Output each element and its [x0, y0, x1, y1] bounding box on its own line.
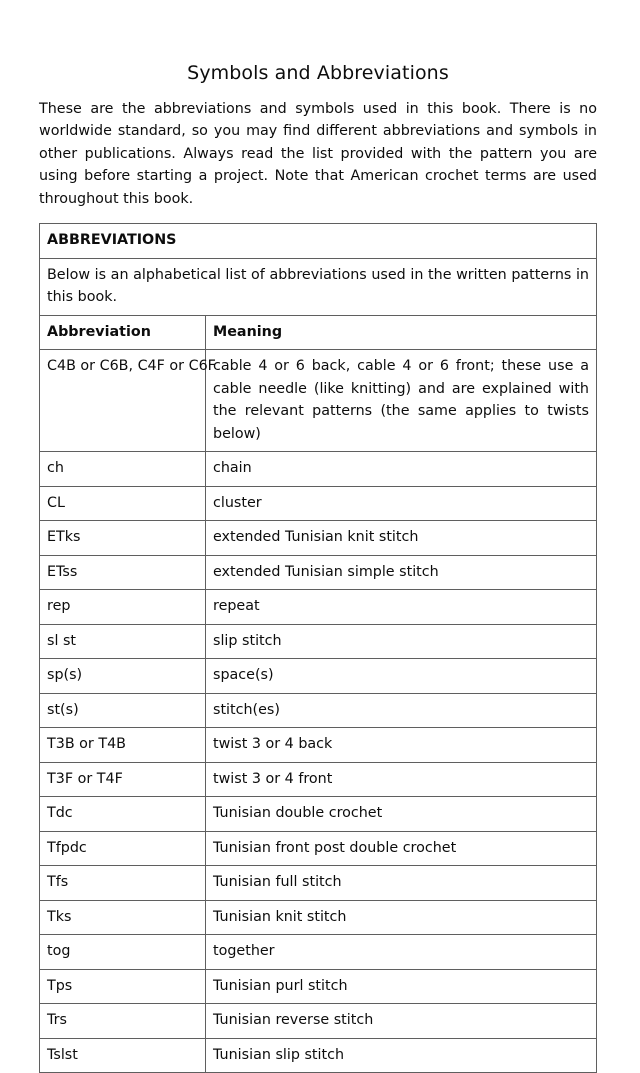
cell-meaning: twist 3 or 4 back — [206, 728, 597, 763]
cell-meaning: Tunisian slip stitch — [206, 1038, 597, 1073]
table-row — [40, 555, 597, 590]
table-row — [40, 728, 597, 763]
table-row — [40, 935, 597, 970]
abbreviations-table — [39, 223, 597, 1073]
cell-meaning: chain — [206, 452, 597, 487]
cell-meaning: slip stitch — [206, 624, 597, 659]
table-row — [40, 900, 597, 935]
cell-abbreviation: Tdc — [40, 797, 206, 832]
cell-abbreviation: Trs — [40, 1004, 206, 1039]
cell-abbreviation: ch — [40, 452, 206, 487]
cell-abbreviation: T3B or T4B — [40, 728, 206, 763]
cell-abbreviation: sp(s) — [40, 659, 206, 694]
table-row — [40, 521, 597, 556]
table-row — [40, 831, 597, 866]
section-title-row — [40, 224, 597, 259]
table-row — [40, 486, 597, 521]
cell-abbreviation: ETss — [40, 555, 206, 590]
cell-abbreviation: C4B or C6B, C4F or C6F — [40, 350, 206, 452]
cell-abbreviation: tog — [40, 935, 206, 970]
cell-abbreviation: Tfs — [40, 866, 206, 901]
table-row — [40, 1038, 597, 1073]
table-row — [40, 590, 597, 625]
cell-meaning: Tunisian double crochet — [206, 797, 597, 832]
cell-abbreviation: T3F or T4F — [40, 762, 206, 797]
cell-meaning: together — [206, 935, 597, 970]
table-row — [40, 797, 597, 832]
cell-meaning: Tunisian front post double crochet — [206, 831, 597, 866]
table-row — [40, 969, 597, 1004]
cell-meaning: cable 4 or 6 back, cable 4 or 6 front; these use a cable needle (like knitting) and are explained with the relevant patterns (the same applies to twists below) — [206, 350, 597, 452]
cell-meaning: Tunisian knit stitch — [206, 900, 597, 935]
cell-abbreviation: ETks — [40, 521, 206, 556]
cell-abbreviation: sl st — [40, 624, 206, 659]
section-description-row — [40, 258, 597, 315]
page-title: Symbols and Abbreviations — [187, 62, 449, 84]
cell-meaning: extended Tunisian simple stitch — [206, 555, 597, 590]
cell-abbreviation: rep — [40, 590, 206, 625]
table-row — [40, 693, 597, 728]
section-title: ABBREVIATIONS — [40, 224, 597, 259]
table-row — [40, 350, 597, 452]
column-header-row — [40, 315, 597, 350]
cell-meaning: Tunisian purl stitch — [206, 969, 597, 1004]
cell-abbreviation: CL — [40, 486, 206, 521]
cell-meaning: Tunisian reverse stitch — [206, 1004, 597, 1039]
table-row — [40, 452, 597, 487]
table-row — [40, 1004, 597, 1039]
table-row — [40, 624, 597, 659]
cell-meaning: cluster — [206, 486, 597, 521]
cell-meaning: stitch(es) — [206, 693, 597, 728]
table-row — [40, 762, 597, 797]
table-row — [40, 866, 597, 901]
table-body — [40, 224, 597, 1073]
cell-meaning: twist 3 or 4 front — [206, 762, 597, 797]
cell-abbreviation: Tfpdc — [40, 831, 206, 866]
cell-meaning: Tunisian full stitch — [206, 866, 597, 901]
cell-meaning: extended Tunisian knit stitch — [206, 521, 597, 556]
cell-abbreviation: Tks — [40, 900, 206, 935]
table-row — [40, 659, 597, 694]
cell-meaning: repeat — [206, 590, 597, 625]
cell-abbreviation: Tslst — [40, 1038, 206, 1073]
cell-abbreviation: st(s) — [40, 693, 206, 728]
section-description: Below is an alphabetical list of abbreviations used in the written patterns in this book. — [40, 258, 597, 315]
column-header-abbreviation: Abbreviation — [40, 315, 206, 350]
column-header-meaning: Meaning — [206, 315, 597, 350]
cell-meaning: space(s) — [206, 659, 597, 694]
cell-abbreviation: Tps — [40, 969, 206, 1004]
intro-paragraph: These are the abbreviations and symbols used in this book. There is no worldwide standard, so you may find different abbreviations and symbols in other publications. Always read the list provided with the pattern you are using before starting a project. Note that American crochet terms are used throughout this book. — [39, 100, 597, 207]
